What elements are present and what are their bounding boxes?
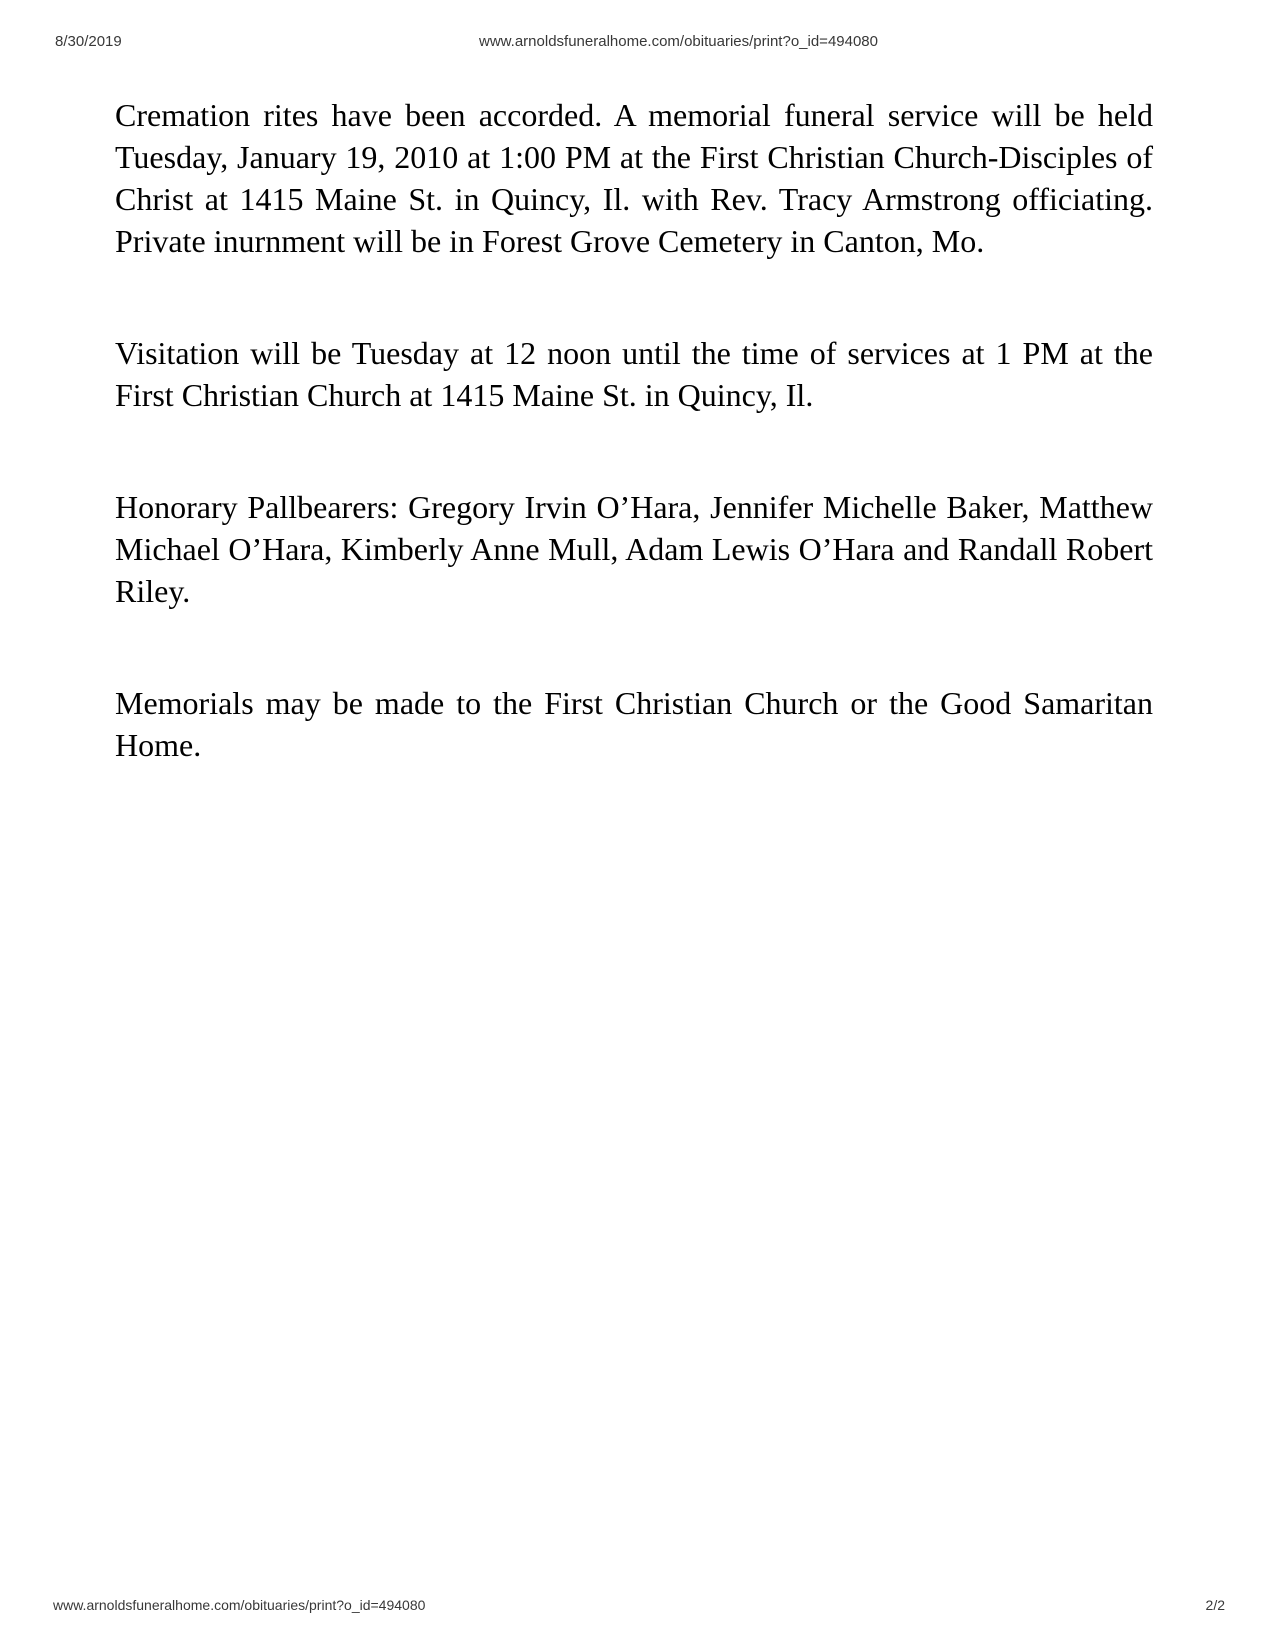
- print-header-url: www.arnoldsfuneralhome.com/obituaries/print?o_id=494080: [479, 33, 878, 50]
- paragraph: Visitation will be Tuesday at 12 noon until the time of services at 1 PM at the First Christian Church at 1415 Maine St. in Quincy, Il.: [115, 335, 1153, 413]
- paragraph: Cremation rites have been accorded. A memorial funeral service will be held Tuesday, January 19, 2010 at 1:00 PM at the First Christian Church-Disciples of Christ at 1415 Maine St. in Quincy, Il. with Rev. Tracy Armstrong officiating. Private inurnment will be in Forest Grove Cemetery in Canton, Mo.: [115, 97, 1153, 259]
- print-date: 8/30/2019: [55, 33, 122, 50]
- paragraph: Memorials may be made to the First Christian Church or the Good Samaritan Home.: [115, 685, 1153, 763]
- print-footer: [53, 1597, 1225, 1614]
- paragraph: Honorary Pallbearers: Gregory Irvin O’Hara, Jennifer Michelle Baker, Matthew Michael O’Hara, Kimberly Anne Mull, Adam Lewis O’Hara and Randall Robert Riley.: [115, 489, 1153, 609]
- obituary-body: [115, 94, 1153, 836]
- print-footer-url: www.arnoldsfuneralhome.com/obituaries/print?o_id=494080: [53, 1597, 426, 1613]
- print-header: [0, 33, 1277, 53]
- page-number: 2/2: [1205, 1597, 1225, 1613]
